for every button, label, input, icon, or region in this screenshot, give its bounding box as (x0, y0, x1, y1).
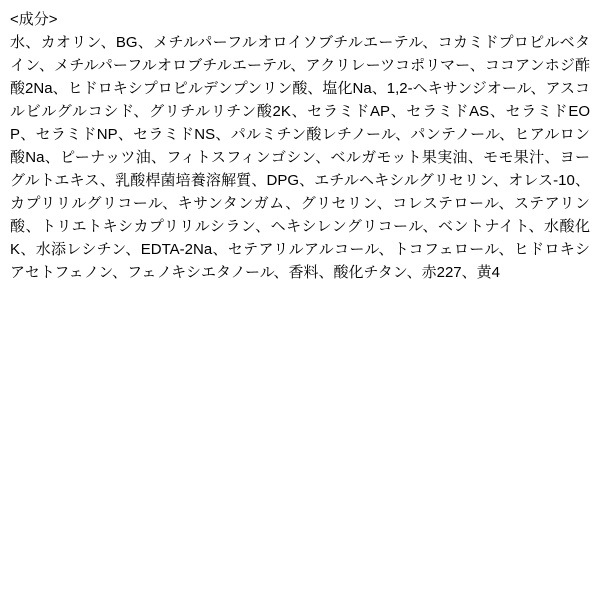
section-heading: <成分> (10, 11, 58, 28)
ingredients-list: 水、カオリン、BG、メチルパーフルオロイソブチルエーテル、コカミドプロピルベタイン、メチルパーフルオロブチルエーテル、アクリレーツコポリマー、ココアンホジ酢酸2Na、ヒドロキシプロピルデンプンリン酸、塩化Na、1,2-ヘキサンジオール、アスコルビルグルコシド、グリチルリチン酸2K、セラミドAP、セラミドAS、セラミドEOP、セラミドNP、セラミドNS、パルミチン酸レチノール、パンテノール、ヒアルロン酸Na、ピーナッツ油、フィトスフィンゴシン、ベルガモット果実油、モモ果汁、ヨーグルトエキス、乳酸桿菌培養溶解質、DPG、エチルヘキシルグリセリン、オレス-10、カプリリルグリコール、キサンタンガム、グリセリン、コレステロール、ステアリン酸、トリエトキシカプリリルシラン、ヘキシレングリコール、ベントナイト、水酸化K、水添レシチン、EDTA-2Na、セテアリルアルコール、トコフェロール、ヒドロキシアセトフェノン、フェノキシエタノール、香料、酸化チタン、赤227、黄4 (10, 34, 590, 281)
